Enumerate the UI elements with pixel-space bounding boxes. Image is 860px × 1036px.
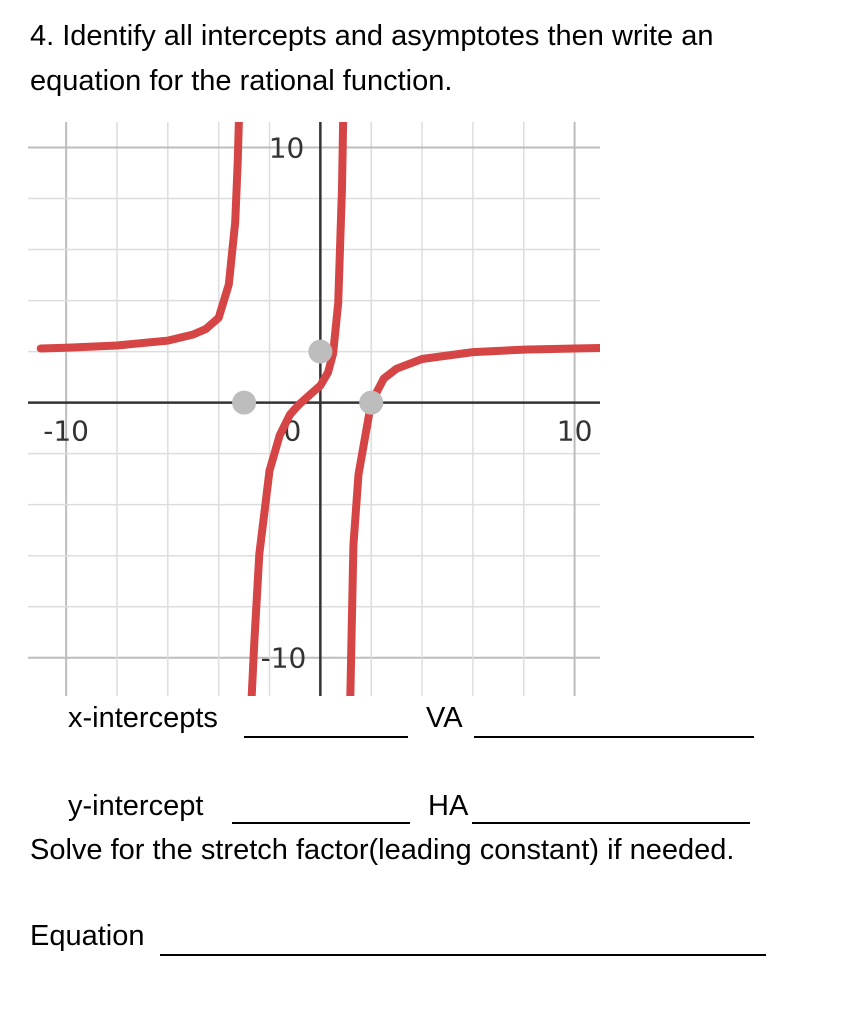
x-intercepts-answer-blank[interactable]	[244, 736, 408, 738]
equation-answer-blank[interactable]	[160, 954, 766, 956]
ha-label: HA	[428, 790, 469, 822]
question-text	[30, 14, 830, 104]
curve-branch-2	[245, 122, 344, 696]
tick-label-y-neg10: -10	[260, 641, 307, 675]
va-answer-blank[interactable]	[474, 736, 754, 738]
graph-svg	[28, 122, 600, 696]
intercept-point-3	[359, 391, 383, 415]
equation-label: Equation	[30, 920, 145, 952]
tick-label-x-neg10: -10	[43, 414, 90, 448]
y-intercept-label: y-intercept	[68, 790, 204, 822]
intercept-point-1	[232, 391, 256, 415]
stretch-factor-instruction: Solve for the stretch factor(leading constant) if needed.	[30, 834, 735, 866]
va-label: VA	[426, 702, 463, 734]
intercept-point-2	[308, 340, 332, 364]
y-intercept-answer-blank[interactable]	[232, 822, 410, 824]
tick-label-x-10: 10	[556, 414, 593, 448]
tick-label-origin: 0	[283, 414, 302, 448]
question-line-2: equation for the rational function.	[30, 65, 453, 97]
rational-function-graph	[28, 122, 600, 696]
ha-answer-blank[interactable]	[472, 822, 750, 824]
tick-label-y-10: 10	[268, 131, 305, 165]
x-intercepts-label: x-intercepts	[68, 702, 218, 734]
question-line-1: 4. Identify all intercepts and asymptotes then write an	[30, 20, 714, 52]
curve-branch-1	[41, 122, 242, 349]
